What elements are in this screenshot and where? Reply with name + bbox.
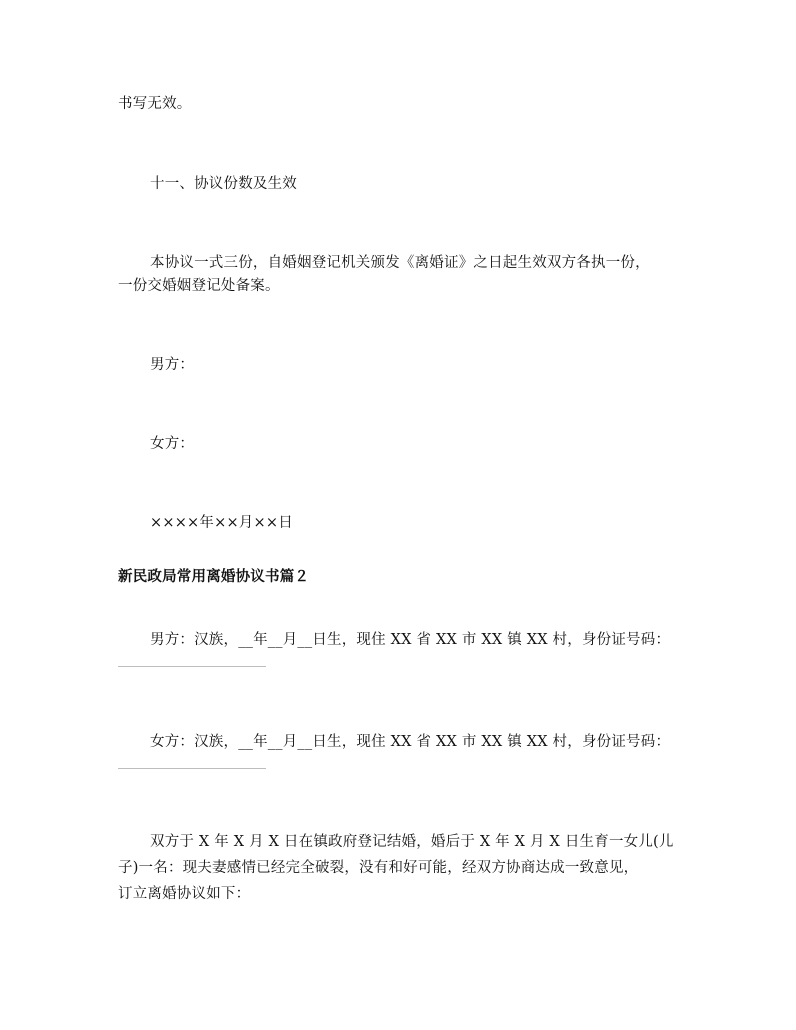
female-info-line: 女方：汉族，__年__月__日生，现住 XX 省 XX 市 XX 镇 XX 村，身份证号码： bbox=[150, 734, 671, 750]
signature-date: ××××年××月××日 bbox=[150, 515, 293, 531]
section-11-title: 十一、协议份数及生效 bbox=[150, 176, 297, 192]
male-info-line: 男方：汉族，__年__月__日生，现住 XX 省 XX 市 XX 镇 XX 村，身份证号码： bbox=[150, 632, 671, 648]
paragraph-tail: 书写无效。 bbox=[118, 96, 192, 112]
signature-female: 女方： bbox=[150, 436, 195, 452]
section-11-body-line-2: 一份交婚姻登记处备案。 bbox=[118, 278, 280, 294]
marriage-paragraph-line-1: 双方于 X 年 X 月 X 日在镇政府登记结婚，婚后于 X 年 X 月 X 日生育一女儿(儿 bbox=[150, 834, 674, 850]
article-2-title: 新民政局常用离婚协议书篇２ bbox=[118, 569, 310, 585]
marriage-paragraph-line-2: 子)一名：现夫妻感情已经完全破裂，没有和好可能，经双方协商达成一致意见， bbox=[118, 860, 639, 876]
section-11-body-line-1: 本协议一式三份，自婚姻登记机关颁发《离婚证》之日起生效双方各执一份， bbox=[150, 255, 650, 271]
signature-male: 男方： bbox=[150, 357, 195, 373]
female-id-blank-line bbox=[118, 768, 266, 769]
male-id-blank-line bbox=[118, 666, 266, 667]
marriage-paragraph-line-3: 订立离婚协议如下： bbox=[118, 886, 251, 902]
